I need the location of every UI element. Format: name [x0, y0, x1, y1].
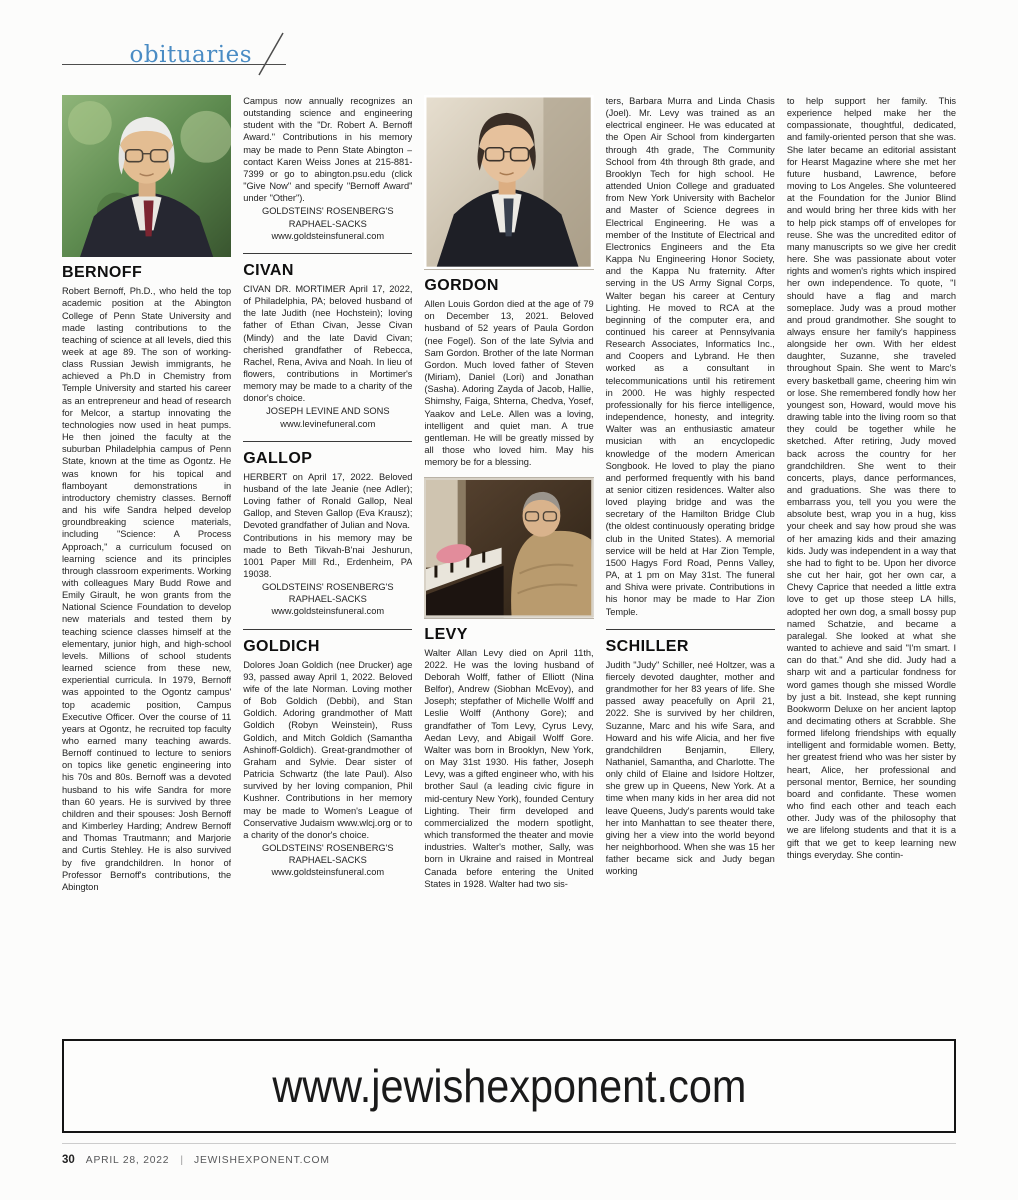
banner-url: www.jewishexponent.com: [271, 1060, 747, 1112]
website-banner: [62, 1039, 956, 1133]
column-5: [787, 95, 956, 1029]
section-divider: [606, 629, 775, 630]
obituary-heading-civan: CIVAN: [243, 261, 294, 279]
funeral-home-listing-civan: JOSEPH LEVINE AND SONS www.levinefuneral.com: [266, 406, 390, 429]
column-4: [606, 95, 775, 1029]
obituary-body-gordon: Allen Louis Gordon died at the age of 79 on December 13, 2021. Beloved husband of 52 years of Paula Gordon (nee Fogel). Son of the late Sylvia and Sam Gordon. Brother of the late Norman Gordon. Much loved father of Steven (Miriam), Daniel (Lori) and Jonathan (Sasha). Adoring Zayda of Jacob, Hallie, Shimshy, Faiga, Shterna, Chedva, Yosef, Yaakov and LeLe. Allen was a loving, intelligent and quiet man. A true gentleman. He will be greatly missed by all those who loved him. May his memory be for a blessing.: [424, 299, 594, 468]
obituary-heading-schiller: SCHILLER: [605, 637, 689, 655]
obituary-body-schiller-part2: to help support her family. This experience helped make her the compassionate, thoughtful, dedicated, and family-oriented person that she was. She later became an editorial assistant for Hearst Magazine where she met her future husband, Lawrence, before moving to Los Angeles. She volunteered at the Foundation for the Junior Blind and would bring her three kids with her to help pick stamps off of envelopes for reuse. She was the uncredited editor of many manuscripts so we give her credit here. She was passionate about voter rights and women's rights which inspired her own independence. To quote, "I should have a flag and march someplace. Judy was a proud mother and proud grandmother. She sought to always ensure her family's happiness alongside her own. With her eldest daughter, Suzanne, she traveled throughout Spain. She went to Marc's every basketball game, cheering him win or lose. She remembered fondly how her youngest son, Howard, would move his drawing table into the living room so that they could be together while he sketched. After retiring, Judy moved back across the country for her grandchildren. She went to their concerts, plays, dance performances, and graduations. She was there to embarrass you, tell you you were the absolute best, wrap you in a hug, kiss your cheek and say how proud she was of her amazing kids and their amazing kids. Judy was independent in a way that she had to fight to be. Upon her divorce she cut her hair, got her own car, a Chevy Caprice that needed a little extra love to get up those steep LA hills, adopted her own dog, a small bossy pup named Schatzie, and became a paralegal. She looked at what she wanted to achieve and said "I'm smart. I can do that." And she did. Judy had a sharp wit and a particular fondness for word games though she missed Wordle by just a bit. Instead, she kept running Bookworm Deluxe on her ancient laptop and decimating others at Scrabble. She formed lifelong friendships with equally intelligent and formidable women. Betty, her greatest friend who was her sister by heart, Alice, her professional and personal mentor, Bernice, her sounding board and confidante. These women who find each other and teach each other. Judy was of the philosophy that we are lifelong students and that it is a gift that we get to keep learning new things everyday. She contin-: [786, 96, 957, 860]
obituary-body-levy-part1: Walter Allan Levy died on April 11th, 2022. He was the loving husband of Deborah Wolff, father of Elliott (Nina Belfor), Andrew (Siobhan McEvoy), and Joseph; stepfather of Michelle Wolff and Leslie Wolff (Anthony Gore); and grandfather of Tom Levy, Cyrus Levy, Aedan Levy, and Abigail Wolff Gore. Walter was born in Brooklyn, New York, on May 31st 1930. His father, Joseph Levy, was a gifted engineer who, with his brother Saul (a leading civic figure in mid-century New York), founded Century Lighting. Their firm developed and commercialized the modern spotlight, which transformed the theater and movie industries. Walter's mother, Sally, was born in Ukraine and raised in Montreal Canada before entering the United States in 1928. Walter had two sis-: [424, 647, 594, 889]
gordon-portrait-photo: [424, 95, 593, 269]
obituary-body-bernoff-part1: Robert Bernoff, Ph.D., who held the top academic position at the Abington College of Penn State University and made lasting contributions to the teaching of science at all levels, died this week at age 89. The son of working-class Russian Jewish immigrants, he achieved a Ph.D in Chemistry from Temple University and started his career as an entrepreneur and head of research for Melcor, a startup innovating the technologies now used in heat pumps. He then joined the faculty at the suburban Philadelphia campus of Penn State, known at the time as Ogontz. He was known for his topical and flamboyant demonstrations in introductory chemistry classes. Bernoff and his wife Sandra helped develop groundbreaking science materials, including "Science: A Process Approach," a curriculum focused on learning science and its principles through classroom experiments. Working with colleagues Mary Budd Rowe and Emily Girault, he won grants from the National Science Foundation to develop new materials and tested them by teaching science classes himself at the elementary, junior high, and high-school levels. Millions of school students learned science from these new, experiential curricula. In 1979, Bernoff was appointed to the Ogontz campus' top academic position, Campus Executive Officer. Over the course of 11 years at Ogontz, he recruited top faculty who earned many teaching awards. Bernoff continued to lecture to seniors on topics like genetic engineering into his 70s and 80s. Bernoff was a devoted husband to his wife Sandra for more than 60 years. He is survived by three children and their spouses: Josh Bernoff and Kimberley Harding; Andrew Bernoff and Thomas Trautmann; and Marjorie and Curtis Stehley. He is also survived by five grandchildren. In honor of Professor Bernoff's contributions, the Abington: [62, 286, 232, 892]
obituary-body-bernoff-part2: Campus now annually recognizes an outstanding science and engineering student with the "Dr. Robert A. Bernoff Award." Contributions in his memory may be made to Penn State Abington – contact Karen Weiss Jones at 215-881-7399 or go to abington.psu.edu (click "Give Now" and specify "Bernoff Award" under "Other").: [243, 96, 413, 204]
page-number: 30: [62, 1154, 75, 1166]
obituary-heading-gallop: GALLOP: [243, 449, 313, 467]
obituary-columns: [62, 95, 956, 1029]
footer-separator: |: [180, 1155, 184, 1166]
masthead: [62, 28, 286, 68]
funeral-home-listing-goldich: GOLDSTEINS' ROSENBERG'S RAPHAEL-SACKS www.goldsteinsfuneral.com: [261, 842, 394, 878]
bernoff-portrait-photo: [62, 95, 231, 257]
column-1: [62, 95, 231, 1029]
footer-rule: [62, 1143, 956, 1144]
funeral-home-listing-bernoff: GOLDSTEINS' ROSENBERG'S RAPHAEL-SACKS www.goldsteinsfuneral.com: [261, 206, 394, 241]
column-3: [424, 95, 593, 1029]
page-footer: [62, 1154, 330, 1166]
section-divider: [243, 629, 412, 630]
column-2: [243, 95, 412, 1029]
obituary-heading-goldich: GOLDICH: [243, 637, 320, 655]
section-divider: [243, 441, 412, 442]
obituary-body-civan: CIVAN DR. MORTIMER April 17, 2022, of Philadelphia, PA; beloved husband of the late Judith (nee Hochstein); loving father of Ethan Civan, Jesse Civan (Mindy) and the late David Civan; cherished grandfather of Rebecca, Rachel, Rena, Aviva and Noah. In lieu of flowers, contributions in Mortimer's memory may be made to a charity of the donor's choice.: [243, 283, 413, 404]
funeral-home-listing-gallop: GOLDSTEINS' ROSENBERG'S RAPHAEL-SACKS www.goldsteinsfuneral.com: [261, 582, 394, 617]
footer-site: JEWISHEXPONENT.COM: [194, 1155, 330, 1166]
obituary-heading-bernoff: BERNOFF: [62, 264, 143, 282]
slash-icon: [256, 31, 286, 77]
section-title: obituaries: [129, 42, 252, 68]
section-divider: [243, 253, 412, 254]
footer-date: APRIL 28, 2022: [85, 1155, 170, 1166]
obituary-body-levy-part2: ters, Barbara Murra and Linda Chasis (Joel). Mr. Levy was trained as an electrical engineer. He was educated at the Open Air School from kindergarten through 4th grade, The Community School from 4th through 8th grade, and Brooklyn Tech for high school. He attended Union College and graduated from New York University with Bachelor and Master of Science degrees in Electrical Engineering. He was a member of the Institute of Electrical and Electronics Engineers and the Eta Kappa Nu Engineering Honor Society, and the Kappa Nu fraternity. After serving in the US Army Signal Corps, Walter began his career at Century Lighting. He moved to RCA at the beginning of the computer era, and continued his career at Pennsylvania Research Associates, Informatics Inc., and Coopers and Lybrand. He then worked as a consultant in telecommunications until his retirement in 2000. He was highly respected professionally for his fierce intelligence, independence, honesty, and integrity. Walter was an enthusiastic amateur musician with an encyclopedic knowledge of the modern American Songbook. He loved to play the piano and performed frequently with his band at senior citizen residences. Walter also loved playing bridge and was the secretary of the Hamilton Bridge Club (the oldest continuously operating bridge club in the United States). A memorial service will be held at Har Zion Temple, 1500 Hagys Ford Road, Penns Valley, PA, at 1 pm on May 31st. The funeral and Shiva were private. Contributions in his honor may be made to Har Zion Temple.: [605, 96, 775, 617]
obituary-body-gallop: HERBERT on April 17, 2022. Beloved husband of the late Jeanie (nee Adler); Loving father of Ronald Gallop, Neal Gallop, and Steven Gallop (Eva Krausz); Devoted grandfather of Julian and Nova.: [243, 471, 413, 531]
obituary-body-goldich: Dolores Joan Goldich (nee Drucker) age 93, passed away April 1, 2022. Beloved wife of the late Norman. Loving mother of Bob Goldich (Debbi), and Stan Goldich. Adoring grandmother of Matt Goldich (Robyn Weinstein), Russ Goldich, and Mitch Goldich (Samantha Ashinoff-Goldich). Great-grandmother of Graham and Sylvie. Dear sister of Patricia Schwartz (the late Paul). Also survived by her loving companion, Phil Kushner. Contributions in her memory may be made to Women's League of Conservative Judaism www.wlcj.org or to a charity of the donor's choice.: [243, 659, 413, 840]
levy-portrait-photo: [424, 478, 593, 617]
obituary-body-schiller-part1: Judith "Judy" Schiller, neé Holtzer, was a fiercely devoted daughter, mother and grandmother for her 83 years of life. She passed away peacefully on April 21, 2022. She is survived by her children, Suzanne, Marc and his wife Sara, and Howard and his wife Alicia, and her five grandchildren Benjamin, Ellery, Nathaniel, Samantha, and Charlotte. The only child of Elaine and Isidore Holtzer, she grew up in Queens, New York. At a time when many kids in her area did not leave Queens, Judy's parents would take her into Manhattan to see theater there, giving her a view into the world beyond her neighborhood. When she was 15 her father became sick and Judy began working: [605, 659, 775, 877]
obituary-heading-levy: LEVY: [424, 625, 468, 643]
obituary-body-gallop-2: Contributions in his memory may be made to Beth Tikvah-B'nai Jeshurun, 1001 Paper Mill Rd., Erdenheim, PA 19038.: [243, 532, 413, 579]
obituary-heading-gordon: GORDON: [424, 277, 499, 295]
